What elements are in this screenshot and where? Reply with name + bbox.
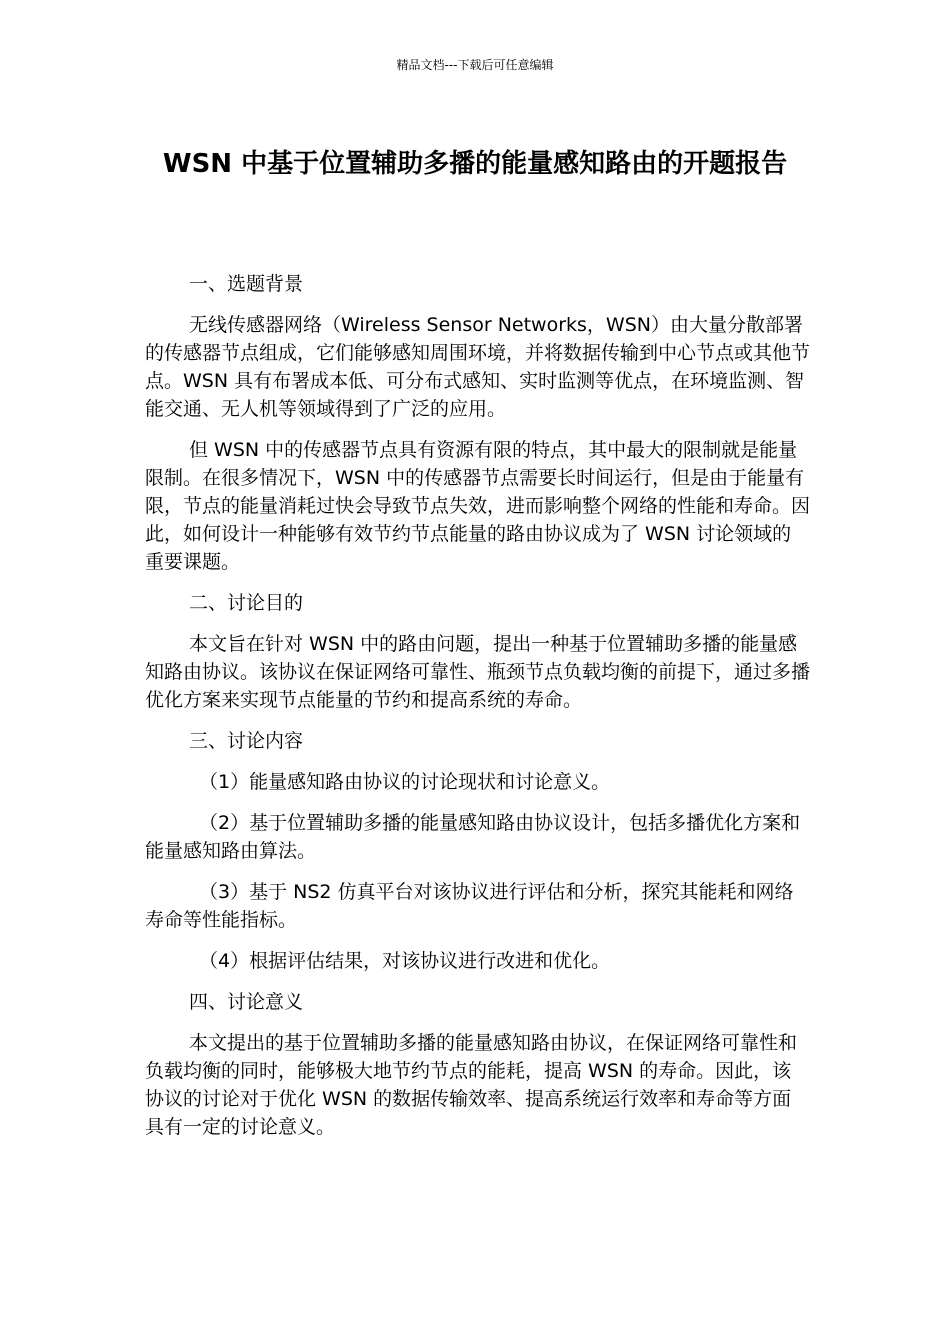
paragraph-significance: 本文提出的基于位置辅助多播的能量感知路由协议，在保证网络可靠性和负载均衡的同时，能够极大地节约节点的能耗，提高 WSN 的寿命。因此，该协议的讨论对于优化 WSN 的数据传输效率、提高系统运行效率和寿命等方面具有一定的讨论意义。 <box>145 1032 798 1138</box>
content-item-3: （3）基于 NS2 仿真平台对该协议进行评估和分析，探究其能耗和网络寿命等性能指标。 <box>145 881 794 931</box>
section-heading-background: 一、选题背景 <box>189 273 304 295</box>
document-body <box>145 270 810 1154</box>
content-item-1: （1）能量感知路由协议的讨论现状和讨论意义。 <box>199 771 611 793</box>
paragraph-background-2: 但 WSN 中的传感器节点具有资源有限的特点，其中最大的限制就是能量限制。在很多情况下，WSN 中的传感器节点需要长时间运行，但是由于能量有限，节点的能量消耗过快会导致节点失效，进而影响整个网络的性能和寿命。因此，如何设计一种能够有效节约节点能量的路由协议成为了 WSN 讨论领域的重要课题。 <box>145 439 811 573</box>
section-heading-content: 三、讨论内容 <box>189 730 304 752</box>
content-item-2: （2）基于位置辅助多播的能量感知路由协议设计，包括多播优化方案和能量感知路由算法。 <box>145 812 801 862</box>
content-item-4: （4）根据评估结果，对该协议进行改进和优化。 <box>199 950 611 972</box>
page-header: 精品文档---下载后可任意编辑 <box>396 58 554 72</box>
paragraph-background-1: 无线传感器网络（Wireless Sensor Networks，WSN）由大量分散部署的传感器节点组成，它们能够感知周围环境，并将数据传输到中心节点或其他节点。WSN 具有布署成本低、可分布式感知、实时监测等优点，在环境监测、智能交通、无人机等领域得到了广泛的应用。 <box>145 314 811 420</box>
section-heading-purpose: 二、讨论目的 <box>189 592 304 614</box>
section-heading-significance: 四、讨论意义 <box>189 991 304 1013</box>
document-title: WSN 中基于位置辅助多播的能量感知路由的开题报告 <box>162 149 788 179</box>
paragraph-purpose: 本文旨在针对 WSN 中的路由问题，提出一种基于位置辅助多播的能量感知路由协议。该协议在保证网络可靠性、瓶颈节点负载均衡的前提下，通过多播优化方案来实现节点能量的节约和提高系统的寿命。 <box>145 633 811 711</box>
